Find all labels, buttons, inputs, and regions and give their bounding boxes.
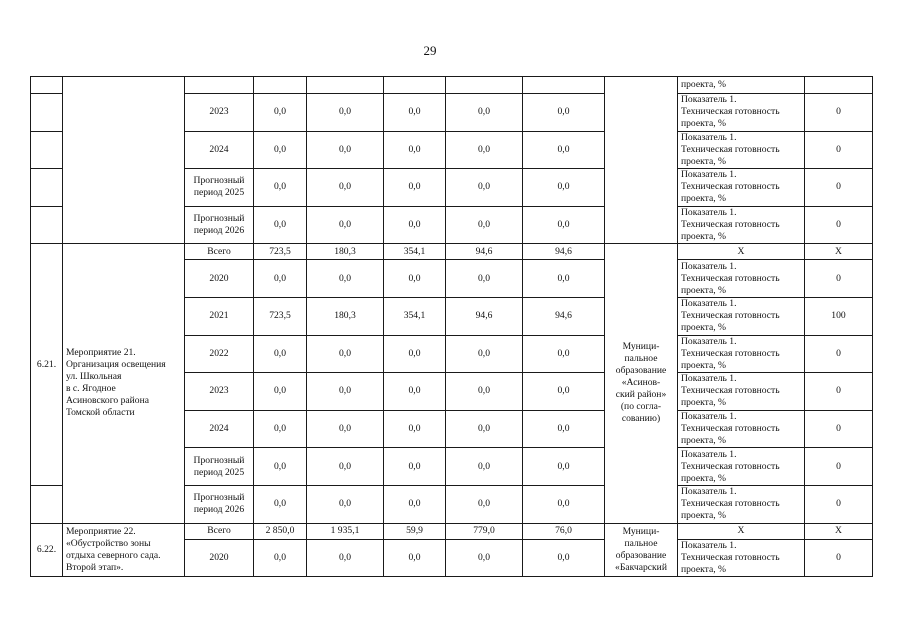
- target-value: 0: [805, 206, 873, 244]
- item-621-row-value: 0,0: [384, 260, 446, 298]
- target-value: 0: [805, 260, 873, 298]
- item-621-row-value: 0,0: [523, 410, 605, 448]
- indicator-cell: Показатель 1. Техническая готовность проекта, %: [678, 410, 805, 448]
- empty-cell: [523, 77, 605, 94]
- item-621-target-x: X: [805, 244, 873, 260]
- item-621-total-value: 94,6: [523, 244, 605, 260]
- item-621-responsible: Муници- пальное образование «Асинов- ский район» (по согла- сованию): [605, 244, 678, 523]
- empty-cell: [384, 77, 446, 94]
- item-621-row-value: 723,5: [254, 297, 307, 335]
- target-value: 0: [805, 485, 873, 523]
- item-621-row-period: Прогнозный период 2025: [185, 448, 254, 486]
- empty-cell: [307, 77, 384, 94]
- target-value: 0: [805, 448, 873, 486]
- indicator-cell: Показатель 1. Техническая готовность проекта, %: [678, 94, 805, 132]
- item-621-row-value: 0,0: [384, 485, 446, 523]
- top-row-value: 0,0: [523, 169, 605, 207]
- top-row-value: 0,0: [307, 206, 384, 244]
- indicator-cell: Показатель 1. Техническая готовность проекта, %: [678, 485, 805, 523]
- indicator-cell: Показатель 1. Техническая готовность проекта, %: [678, 448, 805, 486]
- item-621-row-value: 0,0: [307, 373, 384, 411]
- item-621-row-value: 0,0: [254, 485, 307, 523]
- item-621-row-value: 0,0: [384, 448, 446, 486]
- indicator-cell: Показатель 1. Техническая готовность проекта, %: [678, 373, 805, 411]
- item-622-total-value: 2 850,0: [254, 523, 307, 539]
- item-621-number: 6.21.: [31, 244, 63, 486]
- budget-table: [30, 76, 873, 577]
- name-cell-continued: [63, 77, 185, 244]
- target-value: 0: [805, 373, 873, 411]
- item-621-row-period: Прогнозный период 2026: [185, 485, 254, 523]
- target-value: 0: [805, 169, 873, 207]
- item-621-row-value: 0,0: [384, 335, 446, 373]
- indicator-cell: Показатель 1. Техническая готовность проекта, %: [678, 539, 805, 576]
- item-621-row-value: 0,0: [446, 260, 523, 298]
- top-row-value: 0,0: [384, 94, 446, 132]
- top-row-period: Прогнозный период 2025: [185, 169, 254, 207]
- item-621-row-value: 0,0: [523, 335, 605, 373]
- item-621-row-value: 0,0: [254, 448, 307, 486]
- item-621-total-value: 723,5: [254, 244, 307, 260]
- top-row-value: 0,0: [254, 169, 307, 207]
- target-value: 100: [805, 297, 873, 335]
- item-621-row-value: 94,6: [446, 297, 523, 335]
- item-621-row-value: 0,0: [446, 373, 523, 411]
- item-621-row-period: 2022: [185, 335, 254, 373]
- item-622-responsible: Муници- пальное образование «Бакчарский: [605, 523, 678, 576]
- indicator-cell: Показатель 1. Техническая готовность проекта, %: [678, 335, 805, 373]
- item-621-num-blank: [31, 485, 63, 523]
- item-621-row-value: 0,0: [523, 485, 605, 523]
- top-row-period: 2023: [185, 94, 254, 132]
- item-622-row-value: 0,0: [523, 539, 605, 576]
- item-621-row-value: 0,0: [254, 410, 307, 448]
- indicator-cell: Показатель 1. Техническая готовность проекта, %: [678, 206, 805, 244]
- item-622-name: Мероприятие 22. «Обустройство зоны отдыха северного сада. Второй этап».: [63, 523, 185, 576]
- item-621-row-period: 2021: [185, 297, 254, 335]
- top-row-value: 0,0: [446, 169, 523, 207]
- item-622-period: Всего: [185, 523, 254, 539]
- num-cell-continued: [31, 206, 63, 244]
- item-621-row-value: 0,0: [307, 335, 384, 373]
- indicator-cell: Показатель 1. Техническая готовность проекта, %: [678, 169, 805, 207]
- indicator-cell: Показатель 1. Техническая готовность проекта, %: [678, 131, 805, 169]
- item-621-total-value: 354,1: [384, 244, 446, 260]
- item-621-period: Всего: [185, 244, 254, 260]
- top-row-value: 0,0: [307, 131, 384, 169]
- empty-cell: [254, 77, 307, 94]
- item-621-row-value: 354,1: [384, 297, 446, 335]
- num-cell-continued: [31, 169, 63, 207]
- item-622-target-x: X: [805, 523, 873, 539]
- target-value: 0: [805, 94, 873, 132]
- responsible-cell-continued: [605, 77, 678, 244]
- item-621-row-value: 180,3: [307, 297, 384, 335]
- item-621-row-value: 0,0: [446, 448, 523, 486]
- item-621-row-value: 0,0: [254, 335, 307, 373]
- item-622-row-value: 0,0: [307, 539, 384, 576]
- top-row-period: 2024: [185, 131, 254, 169]
- top-row-period: Прогнозный период 2026: [185, 206, 254, 244]
- item-621-row-value: 0,0: [384, 373, 446, 411]
- item-621-row-period: 2023: [185, 373, 254, 411]
- item-621-row-value: 0,0: [446, 410, 523, 448]
- top-row-value: 0,0: [384, 131, 446, 169]
- indicator-cell: Показатель 1. Техническая готовность проекта, %: [678, 297, 805, 335]
- target-value: 0: [805, 410, 873, 448]
- item-621-row-value: 0,0: [254, 260, 307, 298]
- item-621-row-value: 0,0: [446, 485, 523, 523]
- item-622-row-value: 0,0: [254, 539, 307, 576]
- item-621-row-value: 0,0: [523, 448, 605, 486]
- item-621-row-value: 0,0: [384, 410, 446, 448]
- num-cell-continued: [31, 94, 63, 132]
- top-row-value: 0,0: [307, 94, 384, 132]
- item-621-row-value: 0,0: [307, 410, 384, 448]
- top-row-value: 0,0: [307, 169, 384, 207]
- item-621-row-value: 0,0: [523, 260, 605, 298]
- table-row: [31, 523, 873, 539]
- top-row-value: 0,0: [254, 206, 307, 244]
- item-621-total-value: 94,6: [446, 244, 523, 260]
- target-cell: [805, 77, 873, 94]
- item-621-indicator-x: X: [678, 244, 805, 260]
- item-621-row-period: 2020: [185, 260, 254, 298]
- num-cell-continued: [31, 131, 63, 169]
- item-621-row-value: 94,6: [523, 297, 605, 335]
- top-row-value: 0,0: [384, 169, 446, 207]
- top-row-value: 0,0: [254, 94, 307, 132]
- target-value: 0: [805, 539, 873, 576]
- item-621-row-value: 0,0: [307, 448, 384, 486]
- item-622-row-value: 0,0: [384, 539, 446, 576]
- item-621-row-value: 0,0: [307, 260, 384, 298]
- item-621-row-value: 0,0: [446, 335, 523, 373]
- indicator-cell: Показатель 1. Техническая готовность проекта, %: [678, 260, 805, 298]
- item-622-number: 6.22.: [31, 523, 63, 576]
- empty-cell: [185, 77, 254, 94]
- target-value: 0: [805, 335, 873, 373]
- item-622-total-value: 1 935,1: [307, 523, 384, 539]
- item-622-total-value: 779,0: [446, 523, 523, 539]
- page-number: 29: [423, 43, 437, 58]
- item-622-total-value: 76,0: [523, 523, 605, 539]
- item-621-row-value: 0,0: [307, 485, 384, 523]
- num-cell-continued: [31, 77, 63, 94]
- item-622-row-value: 0,0: [446, 539, 523, 576]
- empty-cell: [446, 77, 523, 94]
- table-row: [31, 77, 873, 94]
- item-621-row-value: 0,0: [254, 373, 307, 411]
- item-621-total-value: 180,3: [307, 244, 384, 260]
- top-row-value: 0,0: [523, 94, 605, 132]
- item-621-name: Мероприятие 21. Организация освещения ул. Школьная в с. Ягодное Асиновского района Томской области: [63, 244, 185, 523]
- top-row-value: 0,0: [446, 131, 523, 169]
- indicator-cell: проекта, %: [678, 77, 805, 94]
- top-row-value: 0,0: [384, 206, 446, 244]
- target-value: 0: [805, 131, 873, 169]
- table-row: [31, 244, 873, 260]
- top-row-value: 0,0: [523, 131, 605, 169]
- top-row-value: 0,0: [446, 94, 523, 132]
- top-row-value: 0,0: [446, 206, 523, 244]
- item-621-row-value: 0,0: [523, 373, 605, 411]
- item-622-row-period: 2020: [185, 539, 254, 576]
- top-row-value: 0,0: [254, 131, 307, 169]
- top-row-value: 0,0: [523, 206, 605, 244]
- item-621-row-period: 2024: [185, 410, 254, 448]
- item-622-indicator-x: X: [678, 523, 805, 539]
- item-622-total-value: 59,9: [384, 523, 446, 539]
